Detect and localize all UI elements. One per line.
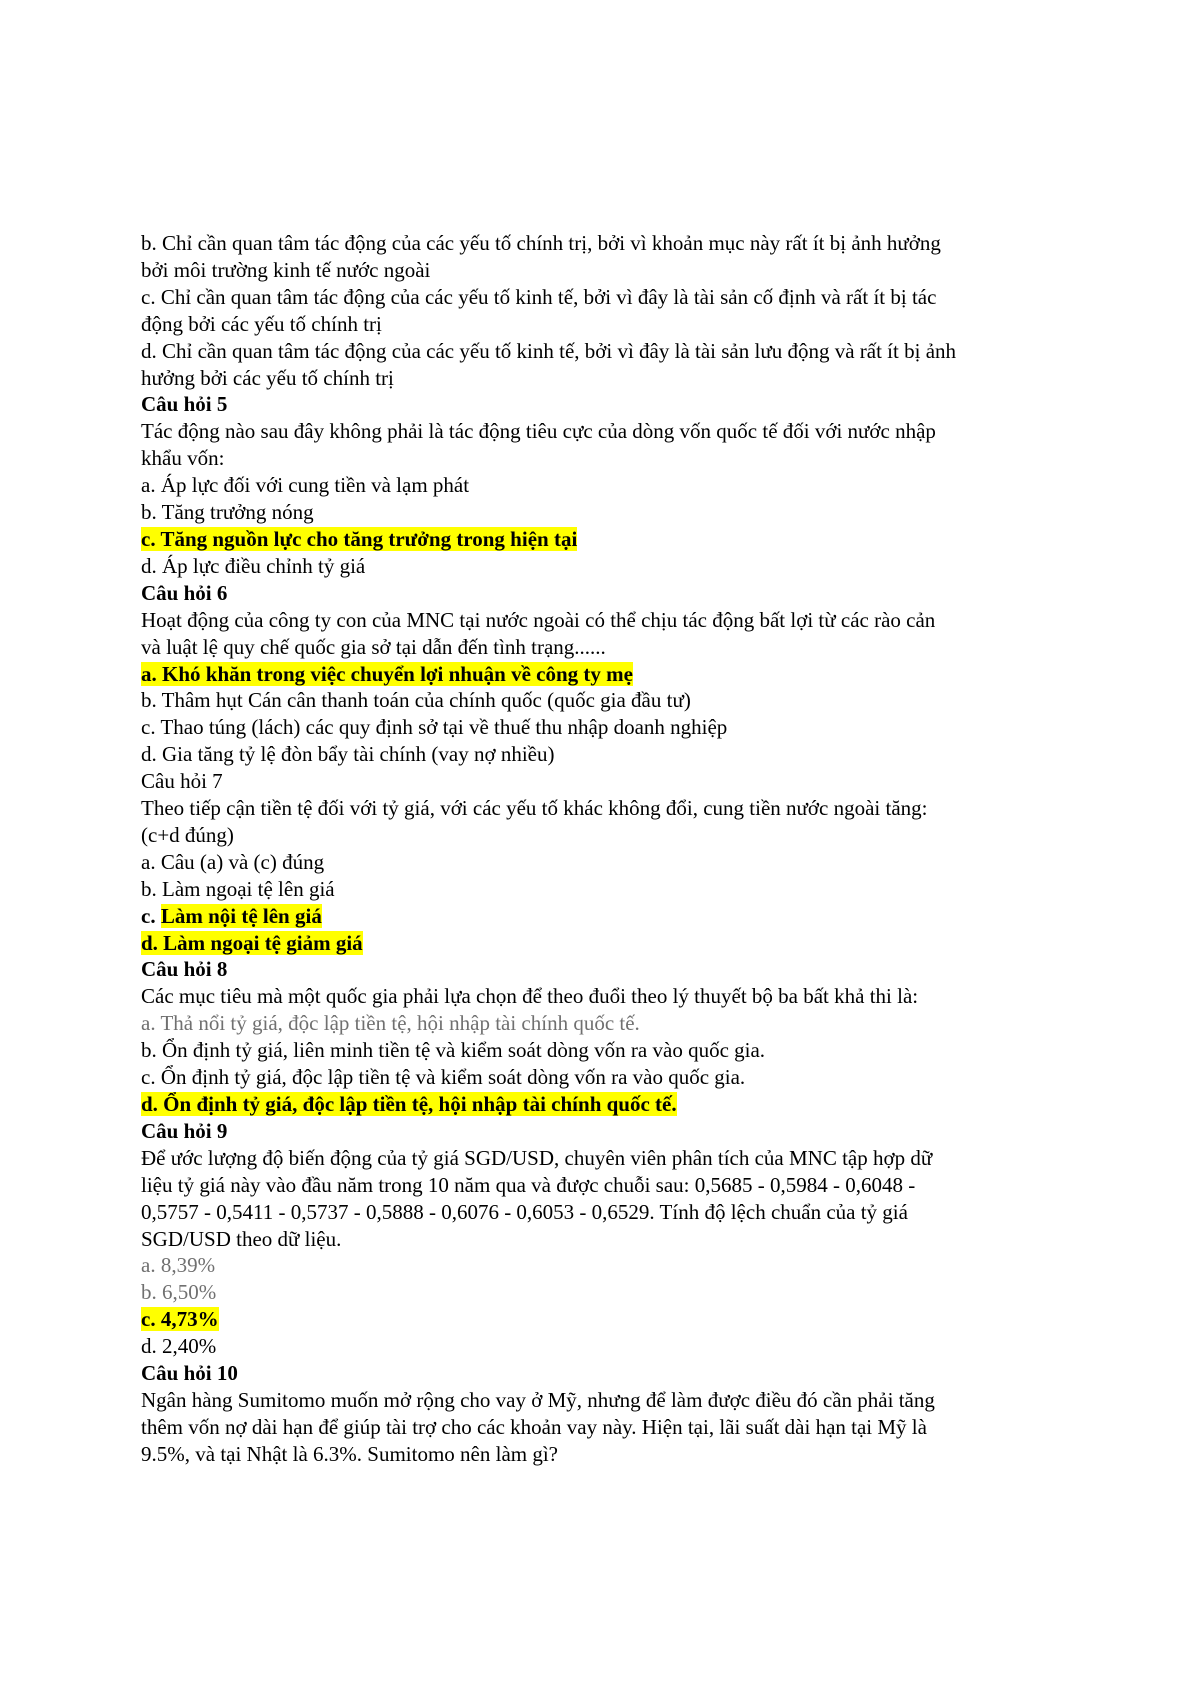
text-line: và luật lệ quy chế quốc gia sở tại dẫn đến tình trạng...... <box>141 634 606 659</box>
highlighted-answer-text: Làm nội tệ lên giá <box>160 903 322 928</box>
text-line: hưởng bởi các yếu tố chính trị <box>141 365 394 390</box>
text-line: Theo tiếp cận tiền tệ đối với tỷ giá, với các yếu tố khác không đổi, cung tiền nước ngoài tăng: <box>141 796 928 821</box>
text-line: SGD/USD theo dữ liệu. <box>141 1226 342 1251</box>
text-line: a. Áp lực đối với cung tiền và lạm phát <box>141 473 470 498</box>
answer-prefix: c. <box>141 903 161 928</box>
text-line: b. Chỉ cần quan tâm tác động của các yếu tố chính trị, bởi vì khoản mục này rất ít bị ảnh hưởng <box>141 231 941 255</box>
text-line: thêm vốn nợ dài hạn để giúp tài trợ cho các khoản vay này. Hiện tại, lãi suất dài hạn tại Mỹ là <box>141 1414 927 1439</box>
highlighted-answer-text: c. 4,73% <box>141 1307 219 1332</box>
text-line: 0,5757 - 0,5411 - 0,5737 - 0,5888 - 0,6076 - 0,6053 - 0,6529. Tính độ lệch chuẩn của tỷ giá <box>141 1199 908 1224</box>
question-heading: Câu hỏi 8 <box>141 957 228 982</box>
question-heading: Câu hỏi 9 <box>141 1118 228 1143</box>
text-line: d. Gia tăng tỷ lệ đòn bẩy tài chính (vay nợ nhiều) <box>141 742 555 767</box>
highlighted-answer <box>141 930 1061 957</box>
highlighted-answer-text: d. Làm ngoại tệ giảm giá <box>141 930 363 955</box>
text-line: Hoạt động của công ty con của MNC tại nước ngoài có thể chịu tác động bất lợi từ các rào cản <box>141 607 936 632</box>
question-heading: Câu hỏi 5 <box>141 392 228 417</box>
text-line: Câu hỏi 7 <box>141 769 223 794</box>
text-line: b. Ổn định tỷ giá, liên minh tiền tệ và kiểm soát dòng vốn ra vào quốc gia. <box>141 1038 766 1063</box>
text-line: a. Câu (a) và (c) đúng <box>141 849 325 874</box>
highlighted-answer <box>141 1306 1061 1333</box>
highlighted-answer-text: c. Tăng nguồn lực cho tăng trưởng trong hiện tại <box>141 526 578 551</box>
text-line: d. Áp lực điều chỉnh tỷ giá <box>141 553 366 578</box>
document-page <box>141 230 1061 1468</box>
highlighted-answer-text: a. Khó khăn trong việc chuyển lợi nhuận về công ty mẹ <box>141 661 633 686</box>
text-line: c. Thao túng (lách) các quy định sở tại về thuế thu nhập doanh nghiệp <box>141 715 728 740</box>
text-line: b. 6,50% <box>141 1280 217 1305</box>
question-heading: Câu hỏi 6 <box>141 580 228 605</box>
text-line: b. Làm ngoại tệ lên giá <box>141 876 335 901</box>
text-line: d. 2,40% <box>141 1334 217 1359</box>
text-line: động bởi các yếu tố chính trị <box>141 311 382 336</box>
question-heading: Câu hỏi 10 <box>141 1361 238 1386</box>
text-line: Để ước lượng độ biến động của tỷ giá SGD/USD, chuyên viên phân tích của MNC tập hợp dữ <box>141 1145 933 1170</box>
text-line: d. Chỉ cần quan tâm tác động của các yếu tố kinh tế, bởi vì đây là tài sản lưu động và rất ít bị ảnh <box>141 338 957 363</box>
highlighted-answer <box>141 661 1061 688</box>
text-line: b. Thâm hụt Cán cân thanh toán của chính quốc (quốc gia đầu tư) <box>141 688 691 713</box>
text-line: c. Ổn định tỷ giá, độc lập tiền tệ và kiểm soát dòng vốn ra vào quốc gia. <box>141 1065 746 1090</box>
highlighted-answer <box>141 526 1061 553</box>
text-line: Tác động nào sau đây không phải là tác động tiêu cực của dòng vốn quốc tế đối với nước nhập <box>141 419 936 444</box>
text-line: liệu tỷ giá này vào đầu năm trong 10 năm qua và được chuỗi sau: 0,5685 - 0,5984 - 0,6048 - <box>141 1172 916 1197</box>
highlighted-answer-text: d. Ổn định tỷ giá, độc lập tiền tệ, hội nhập tài chính quốc tế. <box>141 1092 677 1116</box>
highlighted-answer <box>141 903 1061 930</box>
highlighted-answer <box>141 1091 1061 1118</box>
text-line: khẩu vốn: <box>141 446 225 471</box>
text-line: b. Tăng trưởng nóng <box>141 500 314 525</box>
text-line: 9.5%, và tại Nhật là 6.3%. Sumitomo nên làm gì? <box>141 1441 559 1466</box>
text-line: (c+d đúng) <box>141 822 234 847</box>
text-line: a. 8,39% <box>141 1253 216 1278</box>
text-line: bởi môi trường kinh tế nước ngoài <box>141 257 431 282</box>
text-line: Ngân hàng Sumitomo muốn mở rộng cho vay ở Mỹ, nhưng để làm được điều đó cần phải tăng <box>141 1387 935 1412</box>
text-line: a. Thả nổi tỷ giá, độc lập tiền tệ, hội nhập tài chính quốc tế. <box>141 1011 640 1036</box>
text-line: c. Chỉ cần quan tâm tác động của các yếu tố kinh tế, bởi vì đây là tài sản cố định và rất ít bị tác <box>141 284 937 309</box>
text-line: Các mục tiêu mà một quốc gia phải lựa chọn để theo đuổi theo lý thuyết bộ ba bất khả thi là: <box>141 984 919 1009</box>
